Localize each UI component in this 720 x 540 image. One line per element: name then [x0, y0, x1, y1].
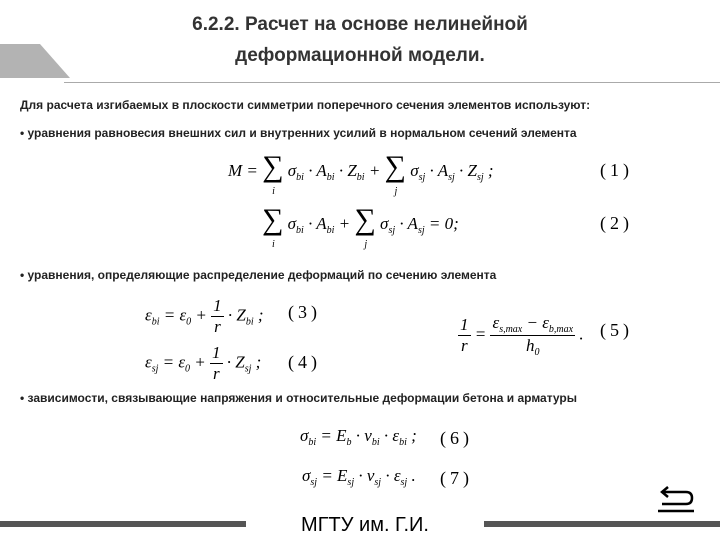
footer-text: МГТУ им. Г.И.: [301, 514, 429, 536]
formula-4: $\varepsilon_{sj} = \varepsilon_0$ + $\frac{1}{r}$ · $Z_{sj}$ ;: [145, 343, 262, 383]
equation-number-5: (5): [600, 320, 633, 340]
page-title-line-2: деформационной модели.: [235, 45, 485, 66]
equation-number-3: (3): [288, 302, 321, 322]
title-separator: [64, 82, 720, 83]
formula-7: $\sigma_{sj} = E_{sj} \cdot \nu_{sj} \cdot \varepsilon_{sj}$ .: [302, 466, 416, 488]
footer-bar-left: [0, 521, 246, 527]
equation-number-7: (7): [440, 468, 473, 488]
formula-1: M = ∑ i $\sigma_{bi} \cdot A_{bi} \cdot Z_{bi}$ + ∑ j $\sigma_{sj} \cdot A_{sj} \cdot Z_{sj}$ ;: [228, 150, 494, 197]
equation-number-2: (2): [600, 213, 633, 233]
equation-number-1: (1): [600, 160, 633, 180]
return-arrow-icon[interactable]: [656, 484, 696, 514]
footer-bar-right: [484, 521, 720, 527]
bullet-stress-strain: • зависимости, связывающие напряжения и относительные деформации бетона и арматуры: [20, 391, 577, 405]
equation-number-4: (4): [288, 352, 321, 372]
bullet-deformations: • уравнения, определяющие распределение деформаций по сечению элемента: [20, 268, 497, 282]
intro-text: Для расчета изгибаемых в плоскости симметрии поперечного сечения элементов используют:: [20, 98, 591, 112]
page-title-line-1: 6.2.2. Расчет на основе нелинейной: [192, 14, 528, 35]
equation-number-6: (6): [440, 428, 473, 448]
formula-2: ∑ i $\sigma_{bi} \cdot A_{bi}$ + ∑ j $\sigma_{sj} \cdot A_{sj} = 0$;: [262, 203, 459, 250]
bullet-equilibrium: • уравнения равновесия внешних сил и внутренних усилий в нормальном сечений элемента: [20, 126, 577, 140]
formula-6: $\sigma_{bi} = E_b \cdot \nu_{bi} \cdot \varepsilon_{bi}$ ;: [300, 426, 417, 448]
formula-5: $\frac{1}{r}$ = $\frac{\varepsilon_{s,max} - \varepsilon_{b,max}}{h_0}$ .: [460, 313, 584, 358]
formula-3: $\varepsilon_{bi} = \varepsilon_0$ + $\frac{1}{r}$ · $Z_{bi}$ ;: [145, 296, 264, 336]
